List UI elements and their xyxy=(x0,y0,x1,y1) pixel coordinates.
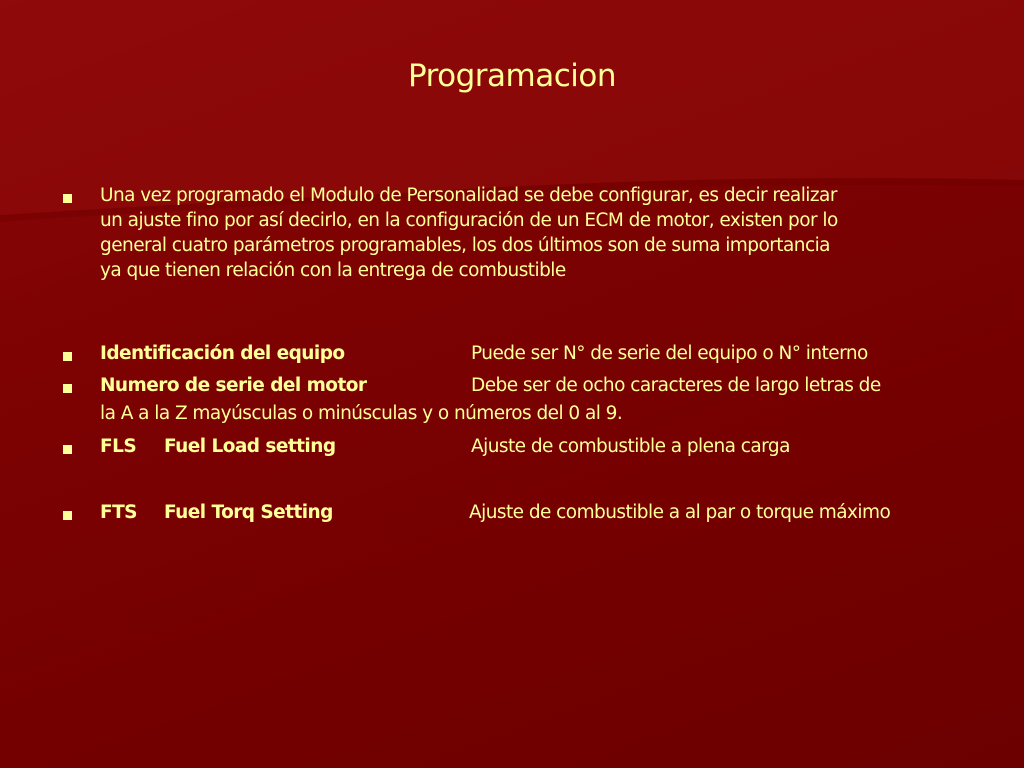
parameter-description: Ajuste de combustible a al par o torque máximo xyxy=(469,502,891,523)
parameter-description: Ajuste de combustible a plena carga xyxy=(471,436,790,457)
parameter-term: Fuel Load setting xyxy=(164,436,336,457)
bullet-icon xyxy=(63,445,72,454)
bullet-icon xyxy=(63,384,72,393)
intro-line: Una vez programado el Modulo de Personalidad se debe configurar, es decir realizar xyxy=(100,185,837,206)
parameter-description: Puede ser N° de serie del equipo o N° interno xyxy=(471,343,868,364)
bullet-icon xyxy=(63,511,72,520)
slide-title: Programacion xyxy=(407,58,617,94)
parameter-term: Numero de serie del motor xyxy=(100,375,367,396)
parameter-description: Debe ser de ocho caracteres de largo letras de xyxy=(471,375,881,396)
intro-line: general cuatro parámetros programables, los dos últimos son de suma importancia xyxy=(100,235,830,256)
intro-line: un ajuste fino por así decirlo, en la configuración de un ECM de motor, existen por lo xyxy=(100,210,838,231)
parameter-abbr: FLS xyxy=(100,436,137,457)
intro-line: ya que tienen relación con la entrega de combustible xyxy=(100,260,566,281)
parameter-description-continued: la A a la Z mayúsculas o minúsculas y o números del 0 al 9. xyxy=(100,403,623,424)
parameter-abbr: FTS xyxy=(100,502,137,523)
bullet-icon xyxy=(63,194,72,203)
parameter-term: Identificación del equipo xyxy=(100,343,345,364)
parameter-term: Fuel Torq Setting xyxy=(164,502,333,523)
bullet-icon xyxy=(63,352,72,361)
